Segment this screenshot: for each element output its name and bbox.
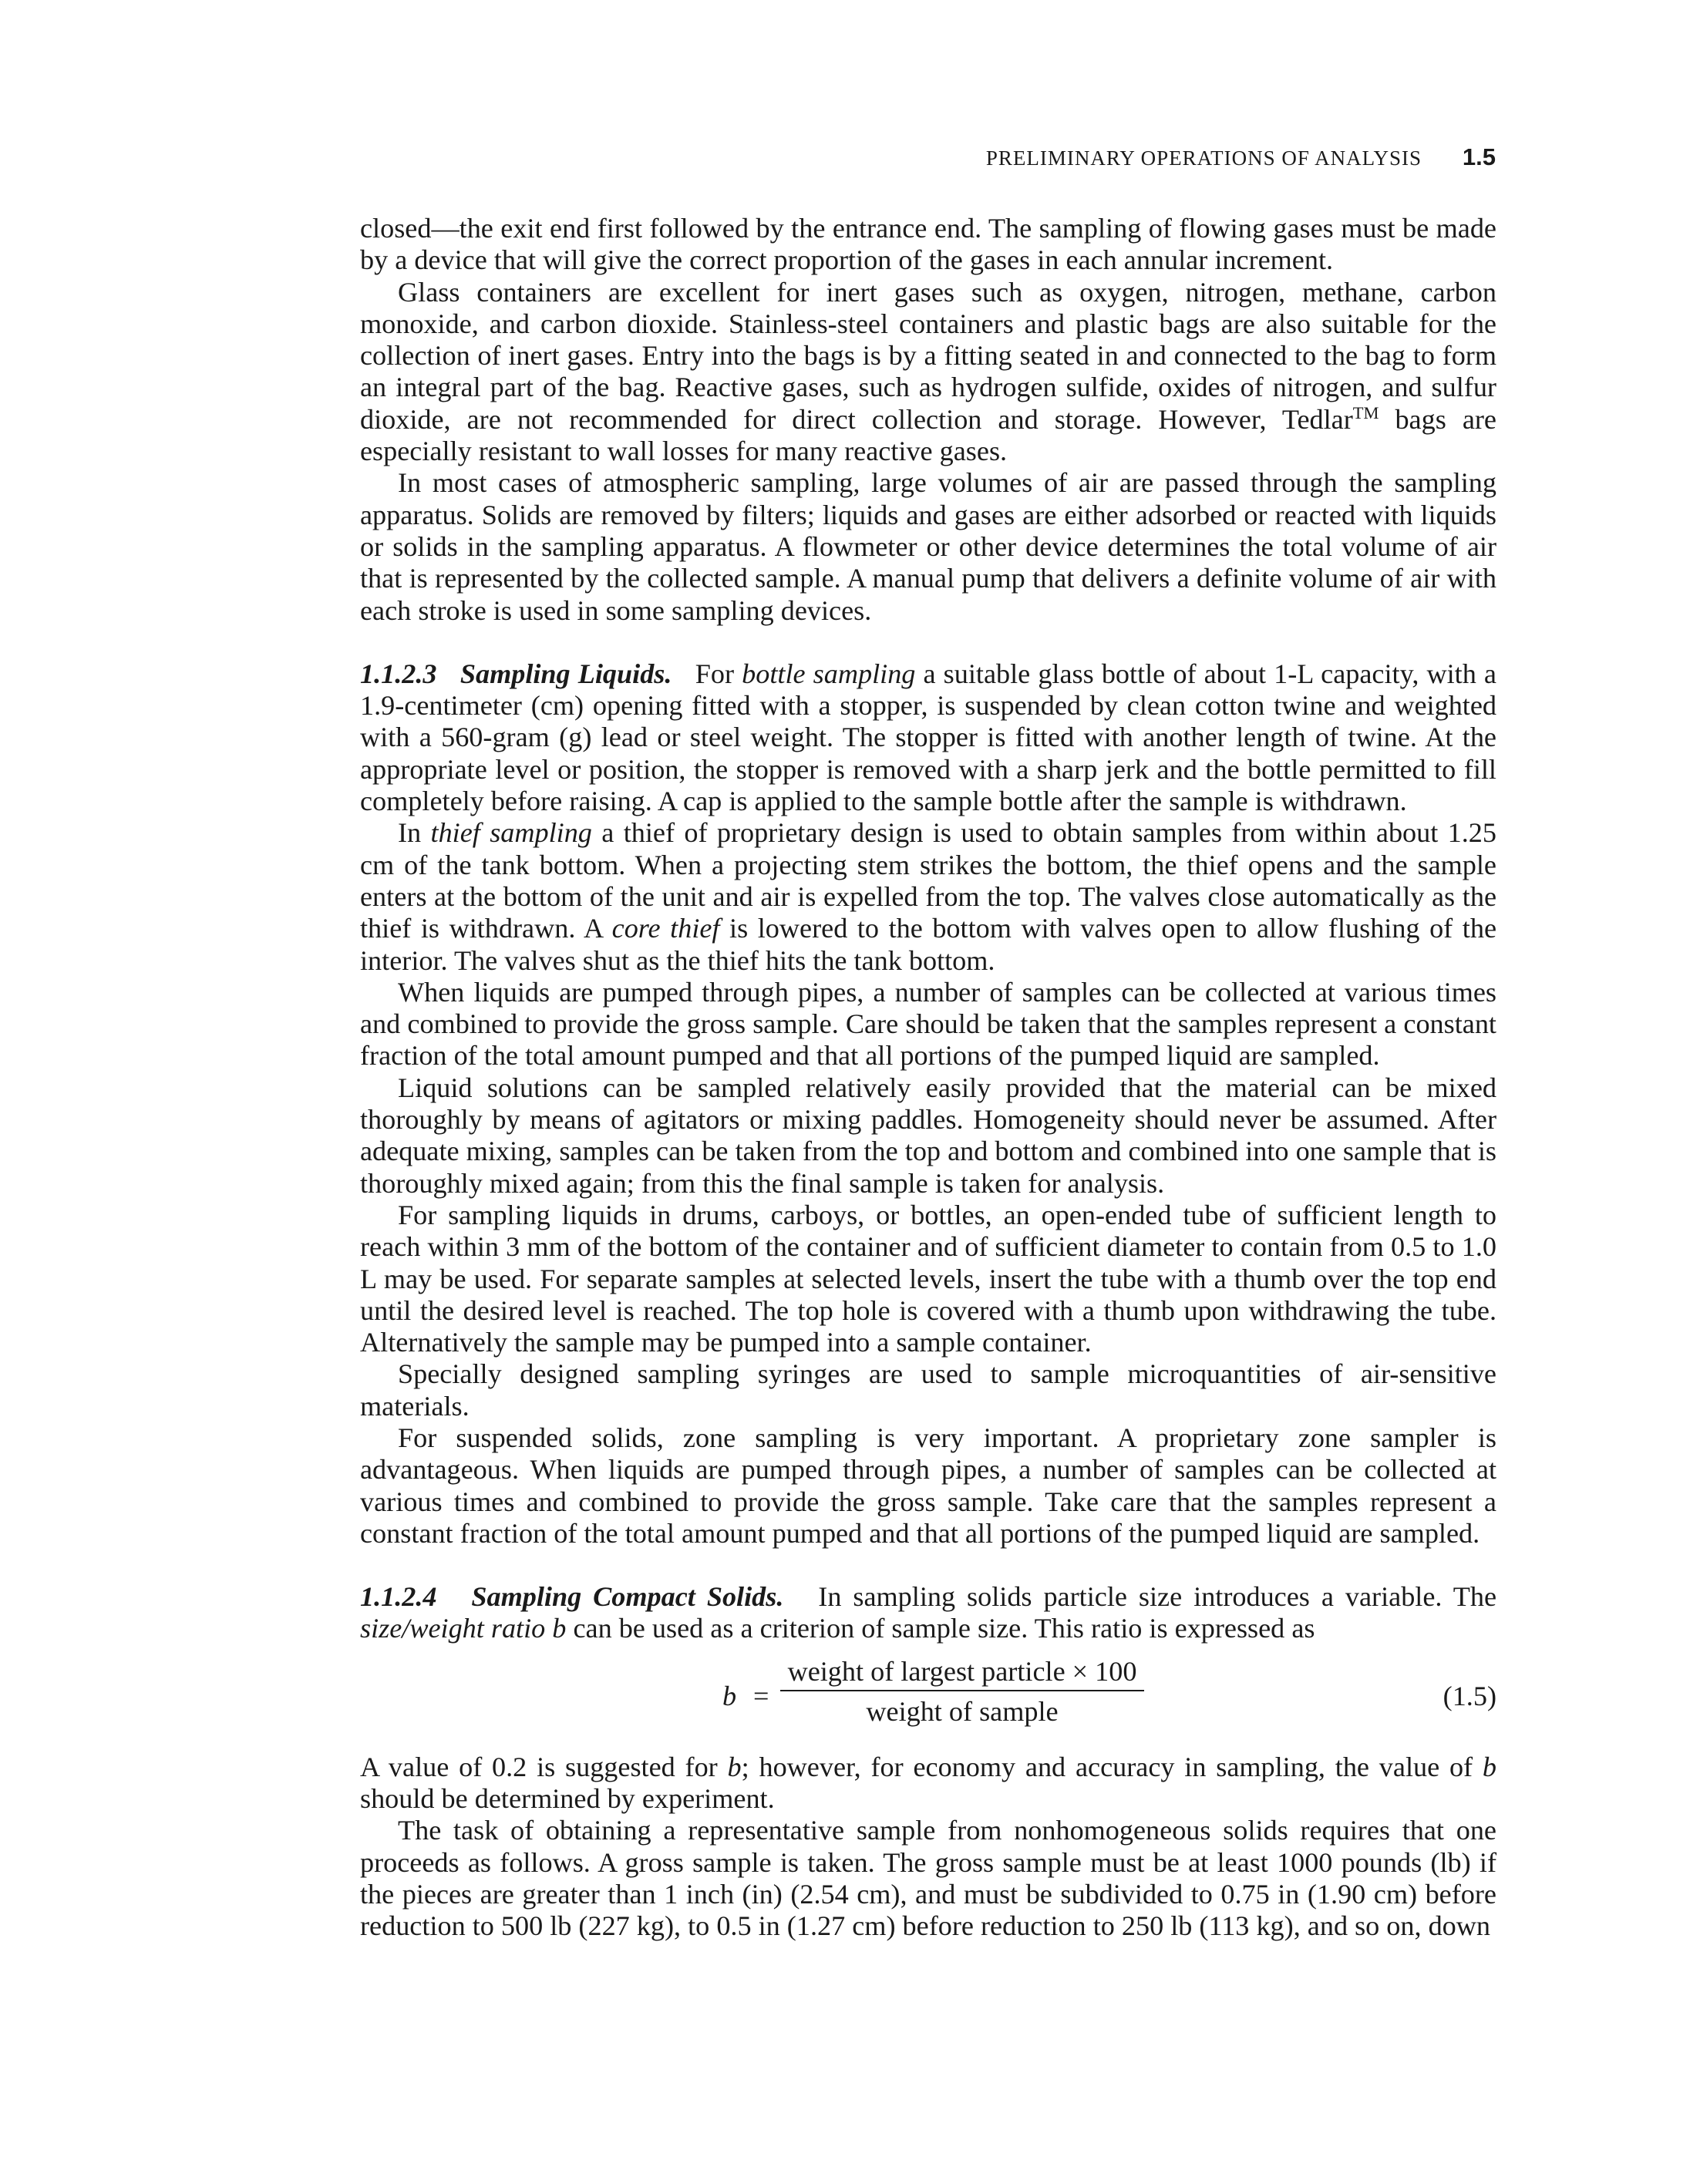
thief-rest: is lowered to the bottom with valves open to allow flushing of the interior. The valves shut as the thief hits the tank bottom.	[360, 913, 1497, 976]
section-sampling-liquids	[360, 658, 1496, 817]
paragraph-suspended-solids: For suspended solids, zone sampling is very important. A proprietary zone sampler is advantageous. When liquids are pumped through pipes, a number of samples can be collected at various times and combined to provide the gross sample. Take care that the samples represent a constant fraction of the total amount pumped and that all portions of the pumped liquid are sampled.	[360, 1422, 1496, 1549]
equation-denominator: weight of sample	[866, 1695, 1059, 1727]
page-number: 1.5	[1462, 143, 1496, 170]
section-title: Sampling Compact Solids.	[471, 1581, 784, 1613]
page-header	[359, 143, 1496, 177]
b-value-lead: A value of 0.2 is suggested for	[360, 1751, 728, 1782]
paragraph-thief-sampling	[360, 817, 1496, 976]
section-sampling-compact-solids	[360, 1581, 1496, 1645]
paragraph-liquid-solutions: Liquid solutions can be sampled relatively easily provided that the material can be mixed thoroughly by means of agitators or mixing paddles. Homogeneity should never be assumed. After adequate mixing, samples can be taken from the top and bottom and combined into one sample that is thoroughly mixed again; from this the final sample is taken for analysis.	[360, 1072, 1496, 1199]
section-lead: In sampling solids particle size introduces a variable. The	[818, 1581, 1497, 1613]
equation-fraction	[780, 1656, 1144, 1727]
b-value-rest: should be determined by experiment.	[360, 1783, 775, 1815]
equation-number: (1.5)	[1443, 1680, 1496, 1711]
paragraph-syringes: Specially designed sampling syringes are used to sample microquantities of air-sensitive materials.	[360, 1358, 1496, 1422]
section-number: 1.1.2.3	[360, 658, 437, 689]
variable-b: b	[1482, 1751, 1496, 1782]
running-title: PRELIMINARY OPERATIONS OF ANALYSIS	[985, 146, 1422, 170]
paragraph-pumped-liquids: When liquids are pumped through pipes, a number of samples can be collected at various times and combined to provide the gross sample. Care should be taken that the samples represent a constant fraction of the total amount pumped and that all portions of the pumped liquid are sampled.	[360, 976, 1496, 1072]
equation-numerator: weight of largest particle × 100	[780, 1656, 1144, 1691]
paragraph-glass-containers-tail: bags are especially resistant to wall losses for many reactive gases.	[360, 403, 1496, 467]
paragraph-glass-containers	[360, 277, 1496, 468]
paragraph-atmospheric-sampling: In most cases of atmospheric sampling, large volumes of air are passed through the sampling apparatus. Solids are removed by filters; liquids and gases are either adsorbed or reacted with liquids or solids in the sampling apparatus. A flowmeter or other device determines the total volume of air that is represented by the collected sample. A manual pump that delivers a definite volume of air with each stroke is used in some sampling devices.	[360, 467, 1496, 626]
equation-lhs: b	[722, 1680, 737, 1711]
equation-equals: =	[753, 1680, 769, 1711]
term-core-thief: core thief	[611, 913, 720, 944]
term-bottle-sampling: bottle sampling	[742, 658, 916, 689]
section-title: Sampling Liquids.	[460, 658, 672, 689]
paragraph-gas-flow: closed—the exit end first followed by the entrance end. The sampling of flowing gases must be made by a device that will give the correct proportion of the gases in each annular increment.	[360, 213, 1496, 276]
variable-b: b	[727, 1751, 742, 1782]
paragraph-glass-containers-text: Glass containers are excellent for inert gases such as oxygen, nitrogen, methane, carbon monoxide, and carbon dioxide. Stainless-steel containers and plastic bags are also suitable for the collection of inert gases. Entry into the bags is by a fitting seated in and connected to the bag to form an integral part of the bag. Reactive gases, such as hydrogen sulfide, oxides of nitrogen, and sulfur dioxide, are not recommended for direct collection and storage. However, Tedlar	[360, 276, 1496, 435]
b-value-mid: ; however, for economy and accuracy in sampling, the value of	[741, 1751, 1483, 1782]
equation-1-5	[360, 1656, 1496, 1739]
thief-lead: In	[398, 817, 431, 849]
term-size-weight-ratio: size/weight ratio b	[360, 1613, 567, 1644]
term-thief-sampling: thief sampling	[430, 817, 592, 849]
paragraph-drums: For sampling liquids in drums, carboys, or bottles, an open-ended tube of sufficient length to reach within 3 mm of the bottom of the container and of sufficient diameter to contain from 0.5 to 1.0 L may be used. For separate samples at selected levels, insert the tube with a thumb over the top end until the desired level is reached. The top hole is covered with a thumb upon withdrawing the tube. Alternatively the sample may be pumped into a sample container.	[360, 1199, 1496, 1358]
paragraph-gross-sample: The task of obtaining a representative sample from nonhomogeneous solids requires that one proceeds as follows. A gross sample is taken. The gross sample must be at least 1000 pounds (lb) if the pieces are greater than 1 inch (in) (2.54 cm), and must be subdivided to 0.75 in (1.90 cm) before reduction to 500 lb (227 kg), to 0.5 in (1.27 cm) before reduction to 250 lb (113 kg), and so on, down	[360, 1815, 1496, 1942]
section-lead: For	[695, 658, 742, 689]
section-body: can be used as a criterion of sample size. This ratio is expressed as	[566, 1613, 1315, 1644]
section-number: 1.1.2.4	[360, 1581, 437, 1613]
body-text	[360, 213, 1496, 1943]
paragraph-b-value	[360, 1752, 1496, 1816]
trademark-superscript: TM	[1352, 402, 1379, 422]
thief-mid: a thief of proprietary design is used to obtain samples from within about 1.25 cm of the tank bottom. When a projecting stem strikes the bottom, the thief opens and the sample enters at the bottom of the unit and air is expelled from the top. The valves close automatically as the thief is withdrawn. A	[360, 817, 1496, 944]
section-body: a suitable glass bottle of about 1-L capacity, with a 1.9-centimeter (cm) opening fitted with a stopper, is suspended by clean cotton twine and weighted with a 560-gram (g) lead or steel weight. The stopper is fitted with another length of twine. At the appropriate level or position, the stopper is removed with a sharp jerk and the bottle permitted to fill completely before raising. A cap is applied to the sample bottle after the sample is withdrawn.	[360, 658, 1496, 817]
